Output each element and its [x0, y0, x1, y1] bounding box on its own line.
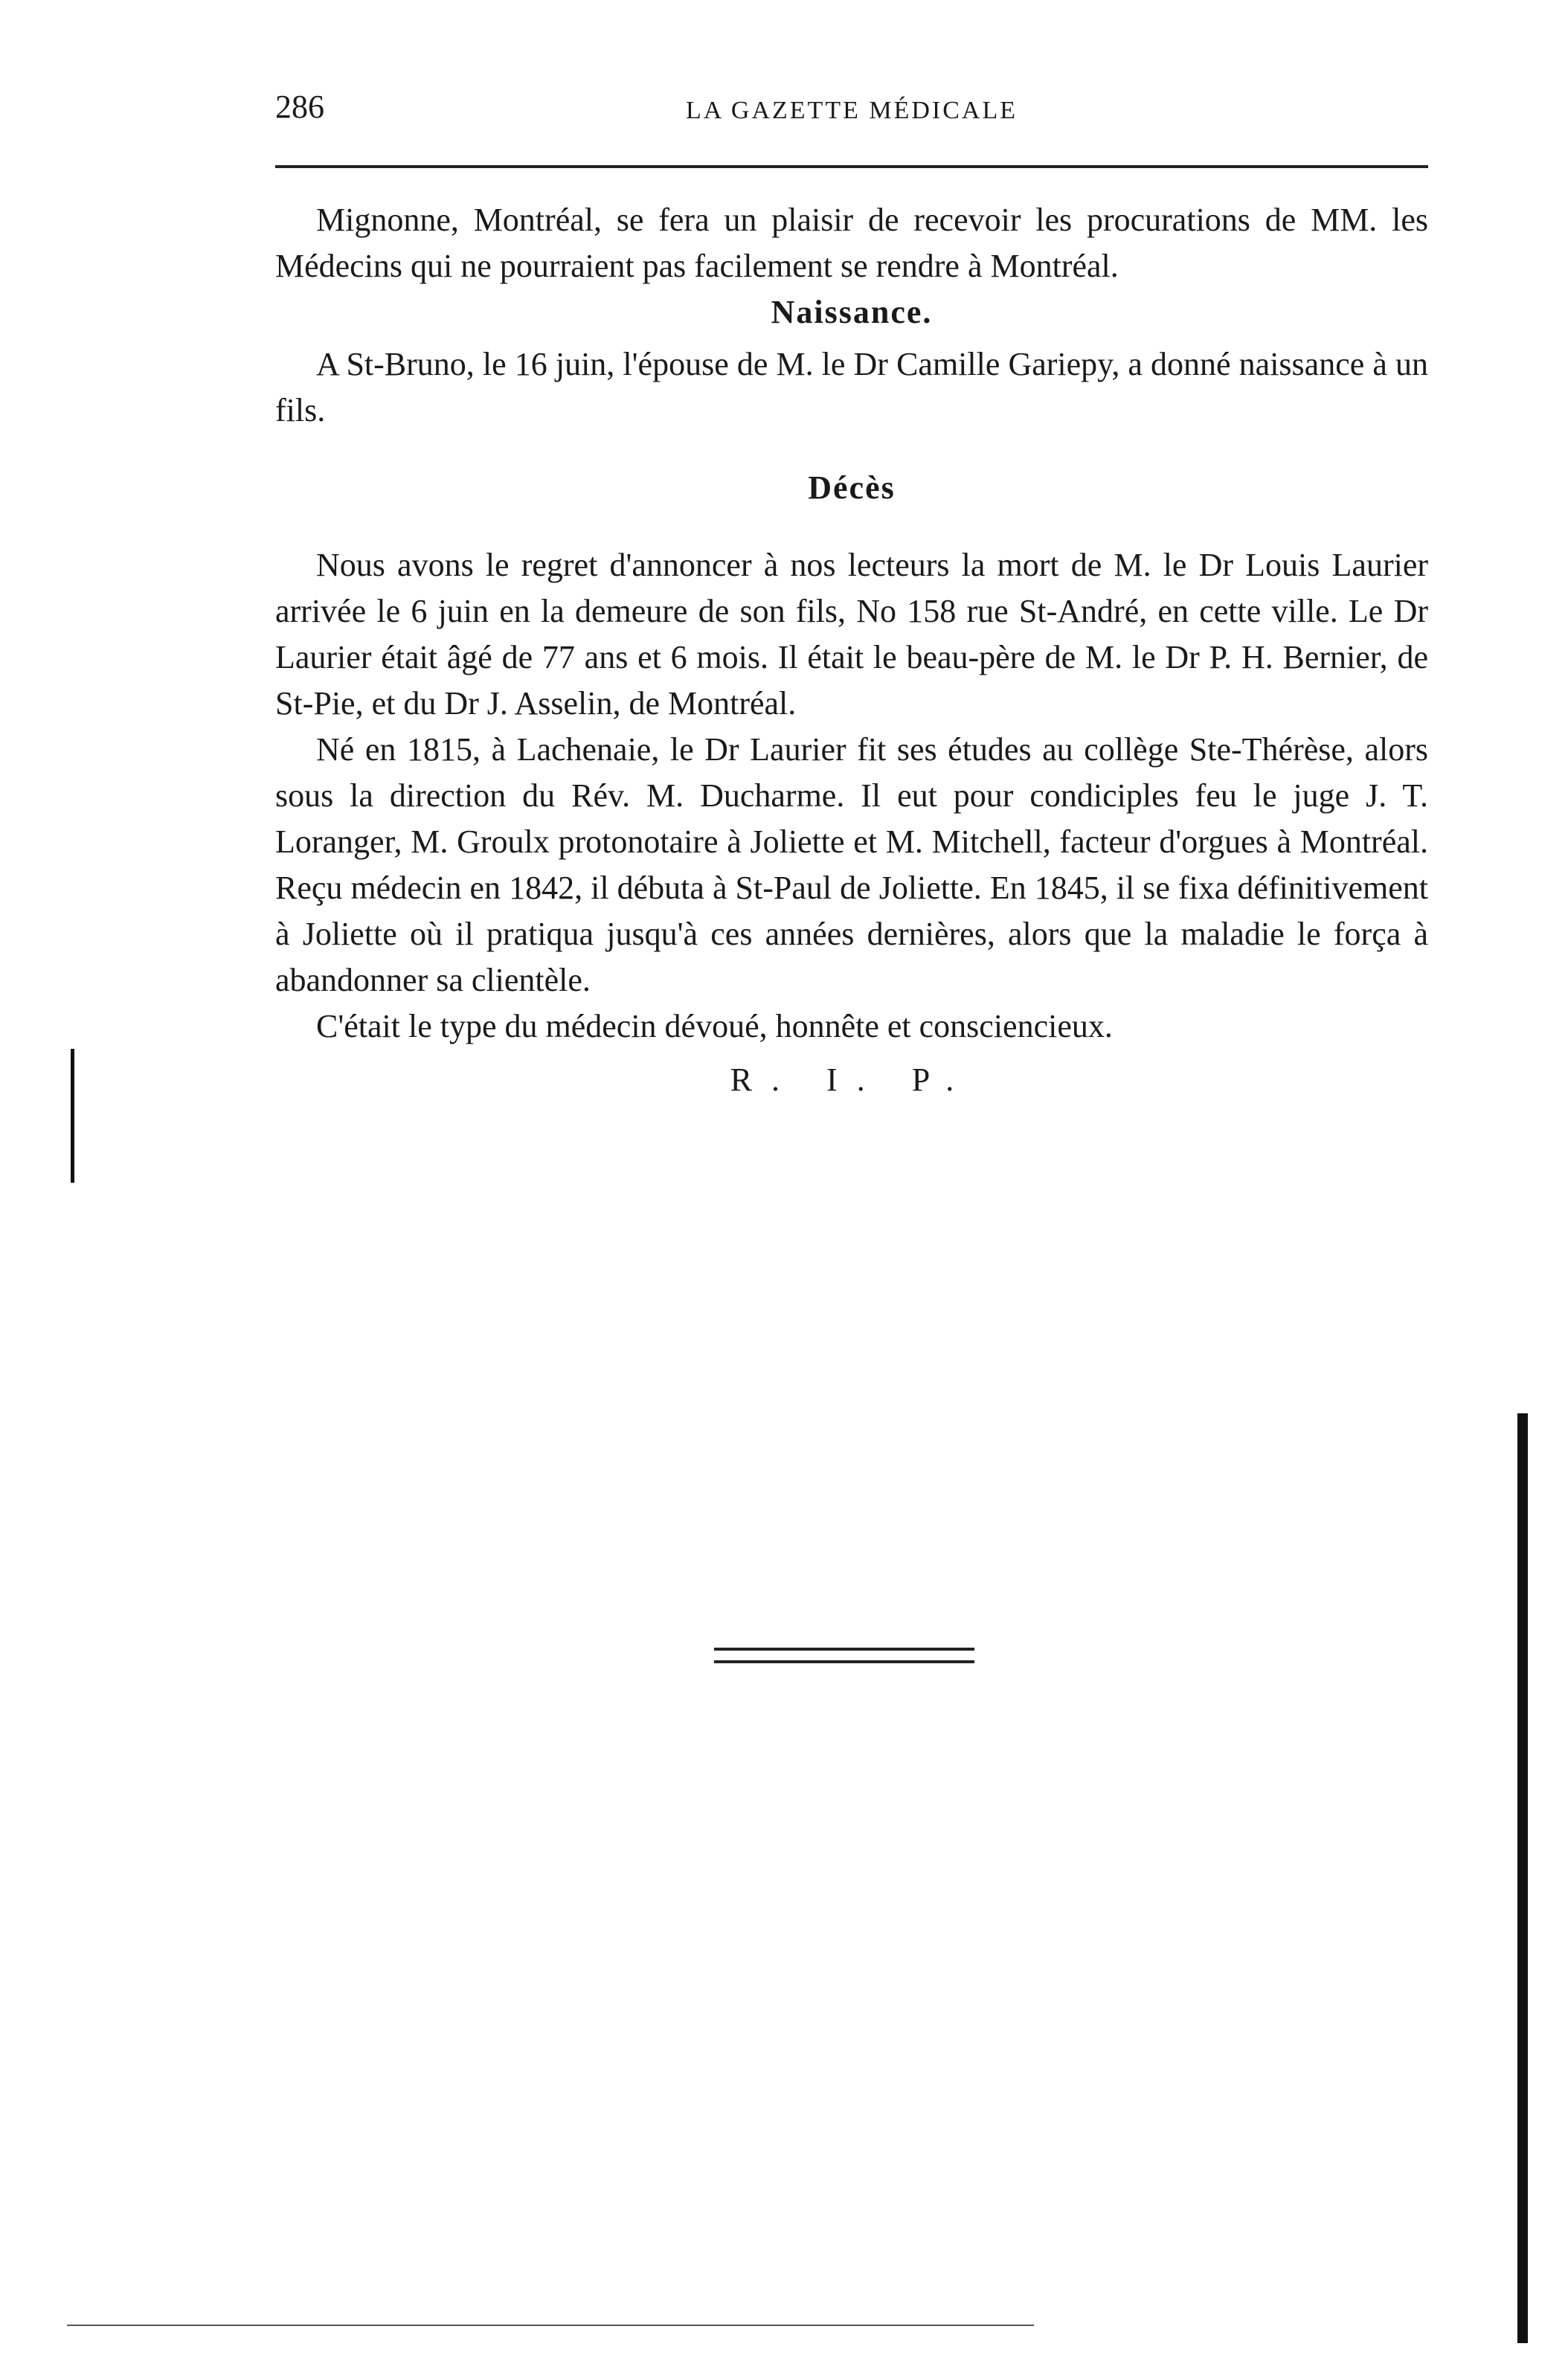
naissance-paragraph: A St-Bruno, le 16 juin, l'épouse de M. le Dr Camille Gariepy, a donné naissance à un fils. — [275, 346, 1428, 428]
end-rule — [714, 1660, 974, 1663]
running-title: LA GAZETTE MÉDICALE — [685, 97, 1018, 124]
scan-edge-bottom — [67, 2325, 1034, 2326]
deces-paragraph: C'était le type du médecin dévoué, honnête et consciencieux. — [316, 1008, 1113, 1044]
deces-paragraph: Nous avons le regret d'annoncer à nos lecteurs la mort de M. le Dr Louis Laurier arrivée le 6 juin en la demeure de son fils, No 158 rue St-André, en cette ville. Le Dr Laurier était âgé de 77 ans et 6 mois. Il était le beau-père de M. le Dr P. H. Bernier, de St-Pie, et du Dr J. Asselin, de Montréal. — [275, 547, 1428, 722]
naissance-heading: Naissance. — [771, 294, 933, 330]
scan-edge-right — [1517, 1413, 1528, 2343]
page-header — [275, 88, 1428, 140]
page-number: 286 — [275, 89, 324, 125]
signoff: R. I. P. — [730, 1061, 974, 1098]
article-body — [275, 197, 1428, 1103]
header-rule — [275, 165, 1428, 168]
intro-paragraph: Mignonne, Montréal, se fera un plaisir de recevoir les procurations de MM. les Médecins qui ne pourraient pas facilement se rendre à Montréal. — [275, 202, 1428, 284]
deces-heading: Décès — [808, 469, 896, 506]
end-rule — [714, 1648, 974, 1651]
deces-paragraph: Né en 1815, à Lachenaie, le Dr Laurier fit ses études au collège Ste-Thérèse, alors sous la direction du Rév. M. Ducharme. Il eut pour condiciples feu le juge J. T. Loranger, M. Groulx protonotaire à Joliette et M. Mitchell, facteur d'orgues à Montréal. Reçu médecin en 1842, il débuta à St-Paul de Joliette. En 1845, il se fixa définitivement à Joliette où il pratiqua jusqu'à ces années dernières, alors que la maladie le força à abandonner sa clientèle. — [275, 731, 1428, 998]
scan-edge-left — [71, 1049, 74, 1183]
